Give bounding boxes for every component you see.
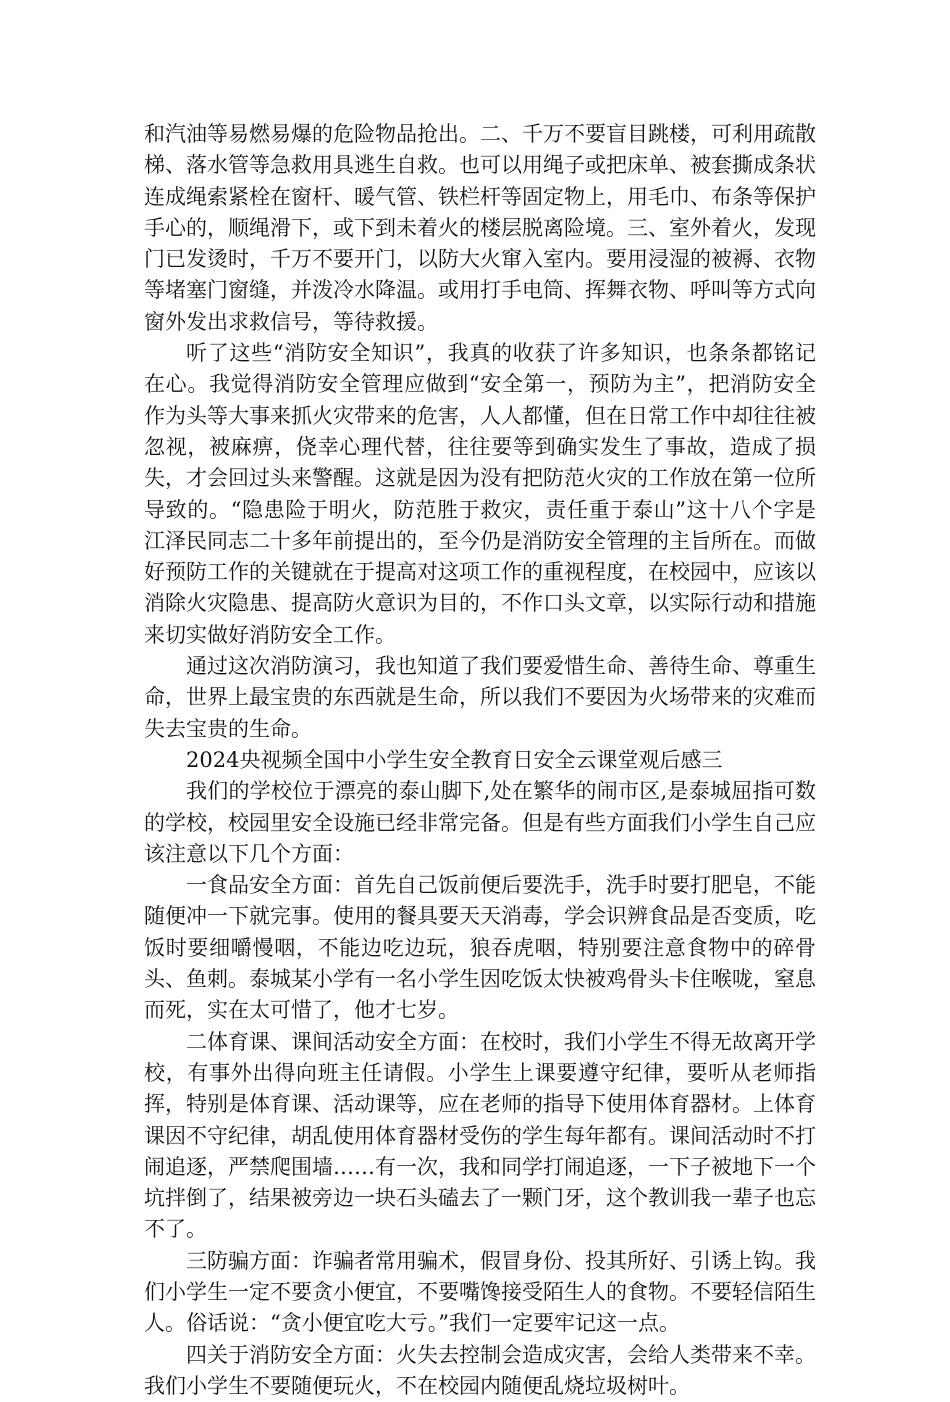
section-heading: 2024央视频全国中小学生安全教育日安全云课堂观后感三	[186, 747, 723, 772]
paragraph-school-intro: 我们的学校位于漂亮的泰山脚下,处在繁华的闹市区,是泰城屈指可数的学校，校园里安全设施已经非常完备。但是有些方面我们小学生自己应该注意以下几个方面：	[144, 779, 816, 866]
paragraph-pe-safety: 二体育课、课间活动安全方面：在校时，我们小学生不得无故离开学校，有事外出得向班主任请假。小学生上课要遵守纪律，要听从老师指挥，特别是体育课、活动课等，应在老师的指导下使用体育器材。上体育课因不守纪律，胡乱使用体育器材受伤的学生每年都有。课间活动时不打闹追逐，严禁爬围墙……有一次，我和同学打闹追逐，一下子被地下一个坑拌倒了，结果被旁边一块石头磕去了一颗门牙，这个教训我一辈子也忘不了。	[144, 1029, 816, 1242]
paragraph-escape-tips: 和汽油等易燃易爆的危险物品抢出。二、千万不要盲目跳楼，可利用疏散梯、落水管等急救用具逃生自救。也可以用绳子或把床单、被套撕成条状连成绳索紧栓在窗杆、暖气管、铁栏杆等固定物上，用毛巾、布条等保护手心的，顺绳滑下，或下到未着火的楼层脱离险境。三、室外着火，发现门已发烫时，千万不要开门，以防大火窜入室内。要用浸湿的被褥、衣物等堵塞门窗缝，并泼冷水降温。或用打手电筒、挥舞衣物、呼叫等方式向窗外发出求救信号，等待救援。	[144, 122, 816, 334]
paragraph-food-safety: 一食品安全方面：首先自己饭前便后要洗手，洗手时要打肥皂，不能随便冲一下就完事。使用的餐具要天天消毒，学会识辨食品是否变质，吃饭时要细嚼慢咽，不能边吃边玩，狼吞虎咽，特别要注意食物中的碎骨头、鱼刺。泰城某小学有一名小学生因吃饭太快被鸡骨头卡住喉咙，窒息而死，实在太可惜了，他才七岁。	[144, 873, 816, 1023]
paragraph-fire-safety: 四关于消防安全方面：火失去控制会造成灾害，会给人类带来不幸。我们小学生不要随便玩火，不在校园内随便乱烧垃圾树叶。	[144, 1342, 816, 1398]
document-body	[144, 119, 816, 1402]
paragraph-anti-fraud: 三防骗方面：诈骗者常用骗术，假冒身份、投其所好、引诱上钩。我们小学生一定不要贪小便宜，不要嘴馋接受陌生人的食物。不要轻信陌生人。俗话说：“贪小便宜吃大亏。”我们一定要牢记这一点。	[144, 1248, 816, 1336]
paragraph-fire-knowledge: 听了这些“消防安全知识”，我真的收获了许多知识，也条条都铭记在心。我觉得消防安全管理应做到“安全第一，预防为主”，把消防安全作为头等大事来抓火灾带来的危害，人人都懂，但在日常工作中却往往被忽视，被麻痹，侥幸心理代替，往往要等到确实发生了事故，造成了损失，才会回过头来警醒。这就是因为没有把防范火灾的工作放在第一位所导致的。“隐患险于明火，防范胜于救灾，责任重于泰山”这十八个字是江泽民同志二十多年前提出的，至今仍是消防安全管理的主旨所在。而做好预防工作的关键就在于提高对这项工作的重视程度，在校园中，应该以消除火灾隐患、提高防火意识为目的，不作口头文章，以实际行动和措施来切实做好消防安全工作。	[144, 341, 816, 647]
paragraph-cherish-life: 通过这次消防演习，我也知道了我们要爱惜生命、善待生命、尊重生命，世界上最宝贵的东西就是生命，所以我们不要因为火场带来的灾难而失去宝贵的生命。	[144, 654, 816, 741]
